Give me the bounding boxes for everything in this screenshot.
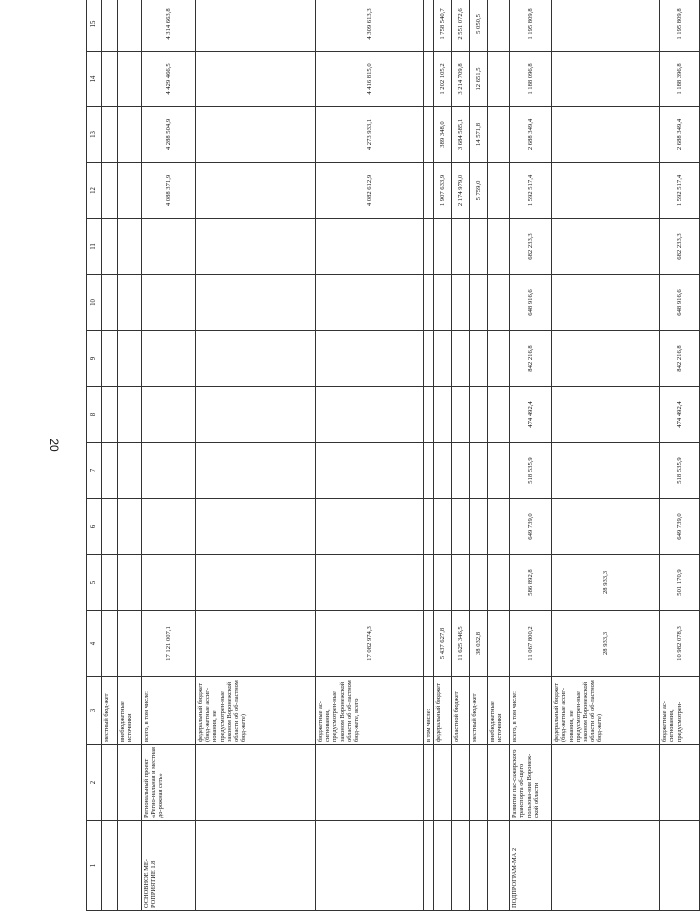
value-cell: [488, 499, 510, 555]
value-cell: [552, 443, 660, 499]
value-cell: [552, 499, 660, 555]
value-cell: 2 688 349,4: [660, 107, 700, 163]
value-cell: [434, 275, 452, 331]
value-cell: [102, 0, 118, 52]
value-cell: [424, 163, 434, 219]
value-cell: [452, 275, 470, 331]
value-cell: [196, 443, 316, 499]
page-number: 20: [47, 438, 61, 452]
header-cell: 1: [87, 821, 102, 911]
value-cell: 1 195 809,8: [510, 0, 552, 52]
value-cell: [552, 107, 660, 163]
value-cell: 1 195 809,8: [660, 0, 700, 52]
section-cell: ОСНОВНОЕ МЕ-РОПРИЯТИЕ 1.8: [142, 821, 196, 911]
table-row: [488, 0, 510, 911]
value-cell: [470, 387, 488, 443]
value-cell: [452, 331, 470, 387]
section-cell: [102, 821, 118, 911]
value-cell: 5 050,5: [470, 0, 488, 52]
value-cell: 2 174 979,0: [452, 163, 470, 219]
value-cell: [118, 52, 142, 107]
table-row: [660, 0, 700, 911]
value-cell: [552, 52, 660, 107]
value-cell: [196, 107, 316, 163]
value-cell: 842 216,8: [510, 331, 552, 387]
value-cell: [118, 555, 142, 611]
value-cell: 1 202 105,2: [434, 52, 452, 107]
value-cell: 4 273 933,1: [316, 107, 424, 163]
value-cell: [452, 387, 470, 443]
header-row: [87, 0, 102, 911]
value-cell: [488, 555, 510, 611]
value-cell: [488, 52, 510, 107]
value-cell: [142, 387, 196, 443]
value-cell: 1 592 517,4: [660, 163, 700, 219]
value-cell: [142, 275, 196, 331]
value-cell: [552, 0, 660, 52]
name-cell: [424, 745, 434, 821]
value-cell: 14 571,8: [470, 107, 488, 163]
value-cell: 10 982 078,3: [660, 611, 700, 677]
section-cell: [316, 821, 424, 911]
value-cell: 4 416 815,0: [316, 52, 424, 107]
name-cell: [660, 745, 700, 821]
value-cell: [434, 219, 452, 275]
value-cell: 518 535,9: [510, 443, 552, 499]
value-cell: 5 759,0: [470, 163, 488, 219]
source-cell: областной бюджет: [452, 677, 470, 745]
value-cell: 38 032,8: [470, 611, 488, 677]
value-cell: [102, 611, 118, 677]
value-cell: [434, 499, 452, 555]
table-row: [510, 0, 552, 911]
value-cell: 648 916,6: [660, 275, 700, 331]
value-cell: [196, 275, 316, 331]
table-row: [102, 0, 118, 911]
value-cell: [142, 219, 196, 275]
value-cell: [452, 443, 470, 499]
table-row: [118, 0, 142, 911]
value-cell: [196, 555, 316, 611]
header-cell: 10: [87, 275, 102, 331]
table-row: [316, 0, 424, 911]
table-row: [452, 0, 470, 911]
value-cell: 389 348,0: [434, 107, 452, 163]
value-cell: 1 188 096,8: [510, 52, 552, 107]
value-cell: [424, 555, 434, 611]
value-cell: [142, 555, 196, 611]
value-cell: [488, 107, 510, 163]
value-cell: 1 907 633,9: [434, 163, 452, 219]
value-cell: [102, 555, 118, 611]
value-cell: 586 892,8: [510, 555, 552, 611]
value-cell: [434, 443, 452, 499]
value-cell: [488, 163, 510, 219]
value-cell: [196, 611, 316, 677]
value-cell: [470, 443, 488, 499]
value-cell: 12 651,5: [470, 52, 488, 107]
value-cell: 4 082 612,9: [316, 163, 424, 219]
value-cell: [470, 331, 488, 387]
value-cell: [424, 499, 434, 555]
value-cell: 4 309 613,3: [316, 0, 424, 52]
value-cell: 682 233,3: [660, 219, 700, 275]
source-cell: бюджетные ас-сигнования, предусмотрен-: [660, 677, 700, 745]
value-cell: [488, 443, 510, 499]
source-cell: федеральный бюджет (бюд-жетные ассиг-нования, не предусмотрен-ные законом Воронежской области об об-ластном бюд-жете): [196, 677, 316, 745]
value-cell: [316, 219, 424, 275]
value-cell: 3 684 585,1: [452, 107, 470, 163]
header-cell: 9: [87, 331, 102, 387]
value-cell: 4 314 663,8: [142, 0, 196, 52]
value-cell: [196, 219, 316, 275]
value-cell: [102, 387, 118, 443]
name-cell: [196, 745, 316, 821]
name-cell: [452, 745, 470, 821]
value-cell: [470, 555, 488, 611]
value-cell: [424, 275, 434, 331]
value-cell: [102, 219, 118, 275]
value-cell: [118, 611, 142, 677]
value-cell: [488, 387, 510, 443]
source-cell: федеральный бюджет: [434, 677, 452, 745]
value-cell: [552, 387, 660, 443]
value-cell: 4 288 504,9: [142, 107, 196, 163]
name-cell: [434, 745, 452, 821]
value-cell: 4 429 466,5: [142, 52, 196, 107]
value-cell: [196, 499, 316, 555]
value-cell: [552, 219, 660, 275]
value-cell: [424, 0, 434, 52]
name-cell: [470, 745, 488, 821]
value-cell: [316, 387, 424, 443]
value-cell: [102, 163, 118, 219]
section-cell: [470, 821, 488, 911]
value-cell: [102, 331, 118, 387]
value-cell: 17 121 007,1: [142, 611, 196, 677]
value-cell: [488, 219, 510, 275]
value-cell: [488, 275, 510, 331]
value-cell: 1 188 396,8: [660, 52, 700, 107]
value-cell: [424, 107, 434, 163]
name-cell: [488, 745, 510, 821]
table-row: [552, 0, 660, 911]
value-cell: 501 170,9: [660, 555, 700, 611]
value-cell: 518 535,9: [660, 443, 700, 499]
source-cell: всего, в том числе:: [510, 677, 552, 745]
name-cell: Развитие пас-сажирского транспорта об-щего пользова-ния Воронеж-ской области: [510, 745, 552, 821]
section-cell: [424, 821, 434, 911]
value-cell: [118, 163, 142, 219]
value-cell: [118, 499, 142, 555]
header-cell: 7: [87, 443, 102, 499]
value-cell: [196, 163, 316, 219]
source-cell: всего, в том числе:: [142, 677, 196, 745]
value-cell: [118, 219, 142, 275]
value-cell: [552, 163, 660, 219]
value-cell: 2 688 349,4: [510, 107, 552, 163]
value-cell: [196, 0, 316, 52]
value-cell: 474 492,4: [510, 387, 552, 443]
value-cell: [316, 443, 424, 499]
name-cell: [552, 745, 660, 821]
value-cell: [118, 107, 142, 163]
value-cell: [434, 387, 452, 443]
value-cell: 842 216,8: [660, 331, 700, 387]
table-row: [142, 0, 196, 911]
rotated-budget-table: [78, 0, 683, 908]
header-cell: 14: [87, 52, 102, 107]
value-cell: [552, 275, 660, 331]
section-cell: ПОДПРОГРАМ-МА 2: [510, 821, 552, 911]
header-cell: 12: [87, 163, 102, 219]
value-cell: [434, 331, 452, 387]
section-cell: [118, 821, 142, 911]
name-cell: [118, 745, 142, 821]
value-cell: [142, 443, 196, 499]
value-cell: [316, 499, 424, 555]
value-cell: [102, 499, 118, 555]
source-cell: внебюджетные источники: [488, 677, 510, 745]
header-cell: 8: [87, 387, 102, 443]
value-cell: 649 739,0: [510, 499, 552, 555]
value-cell: [434, 555, 452, 611]
value-cell: 1 758 540,7: [434, 0, 452, 52]
table-row: [424, 0, 434, 911]
header-cell: 15: [87, 0, 102, 52]
value-cell: [470, 499, 488, 555]
value-cell: 648 916,6: [510, 275, 552, 331]
table-row: [470, 0, 488, 911]
value-cell: [118, 0, 142, 52]
value-cell: [316, 555, 424, 611]
header-cell: 4: [87, 611, 102, 677]
value-cell: [424, 611, 434, 677]
value-cell: [552, 331, 660, 387]
value-cell: 11 625 346,5: [452, 611, 470, 677]
value-cell: [316, 275, 424, 331]
value-cell: [488, 331, 510, 387]
value-cell: 649 739,0: [660, 499, 700, 555]
value-cell: 682 233,3: [510, 219, 552, 275]
value-cell: 2 551 072,6: [452, 0, 470, 52]
table-area: [78, 0, 683, 908]
value-cell: 1 592 517,4: [510, 163, 552, 219]
source-cell: внебюджетные источники: [118, 677, 142, 745]
name-cell: [102, 745, 118, 821]
value-cell: [316, 331, 424, 387]
value-cell: [142, 499, 196, 555]
value-cell: [488, 611, 510, 677]
value-cell: [470, 219, 488, 275]
value-cell: [102, 52, 118, 107]
value-cell: [488, 0, 510, 52]
value-cell: [196, 331, 316, 387]
source-cell: в том числе:: [424, 677, 434, 745]
header-cell: 11: [87, 219, 102, 275]
value-cell: [452, 555, 470, 611]
section-cell: [452, 821, 470, 911]
value-cell: 11 067 800,2: [510, 611, 552, 677]
section-cell: [488, 821, 510, 911]
value-cell: 17 082 974,3: [316, 611, 424, 677]
name-cell: [316, 745, 424, 821]
header-cell: 13: [87, 107, 102, 163]
value-cell: 28 933,3: [552, 611, 660, 677]
value-cell: [118, 275, 142, 331]
value-cell: [424, 331, 434, 387]
value-cell: [452, 499, 470, 555]
value-cell: [196, 387, 316, 443]
header-cell: 6: [87, 499, 102, 555]
value-cell: [196, 52, 316, 107]
source-cell: федеральный бюджет (бюд-жетные ассиг-нования, не предусмотрен-ные законом Воронежской области об об-ластном бюд-жете): [552, 677, 660, 745]
budget-table: [86, 0, 700, 911]
value-cell: [118, 443, 142, 499]
header-cell: 5: [87, 555, 102, 611]
source-cell: местный бюд-жет: [102, 677, 118, 745]
value-cell: 3 214 709,8: [452, 52, 470, 107]
source-cell: местный бюд-жет: [470, 677, 488, 745]
value-cell: 5 437 627,8: [434, 611, 452, 677]
section-cell: [196, 821, 316, 911]
value-cell: [424, 219, 434, 275]
header-cell: 3: [87, 677, 102, 745]
table-row: [196, 0, 316, 911]
name-cell: Региональный проект «Регио-нальная и местная до-рожная сеть»: [142, 745, 196, 821]
value-cell: [102, 443, 118, 499]
value-cell: [102, 275, 118, 331]
value-cell: [424, 52, 434, 107]
value-cell: [118, 331, 142, 387]
source-cell: бюджетные ас-сигнования, предусмотрен-ные законом Воронежской области об об-ластном бюд-жете, всего: [316, 677, 424, 745]
value-cell: [102, 107, 118, 163]
section-cell: [552, 821, 660, 911]
section-cell: [660, 821, 700, 911]
table-row: [434, 0, 452, 911]
section-cell: [434, 821, 452, 911]
value-cell: [142, 331, 196, 387]
value-cell: [470, 275, 488, 331]
value-cell: [118, 387, 142, 443]
value-cell: [452, 219, 470, 275]
value-cell: [424, 387, 434, 443]
value-cell: [424, 443, 434, 499]
header-cell: 2: [87, 745, 102, 821]
value-cell: 474 492,4: [660, 387, 700, 443]
value-cell: 4 088 371,9: [142, 163, 196, 219]
value-cell: 28 933,3: [552, 555, 660, 611]
